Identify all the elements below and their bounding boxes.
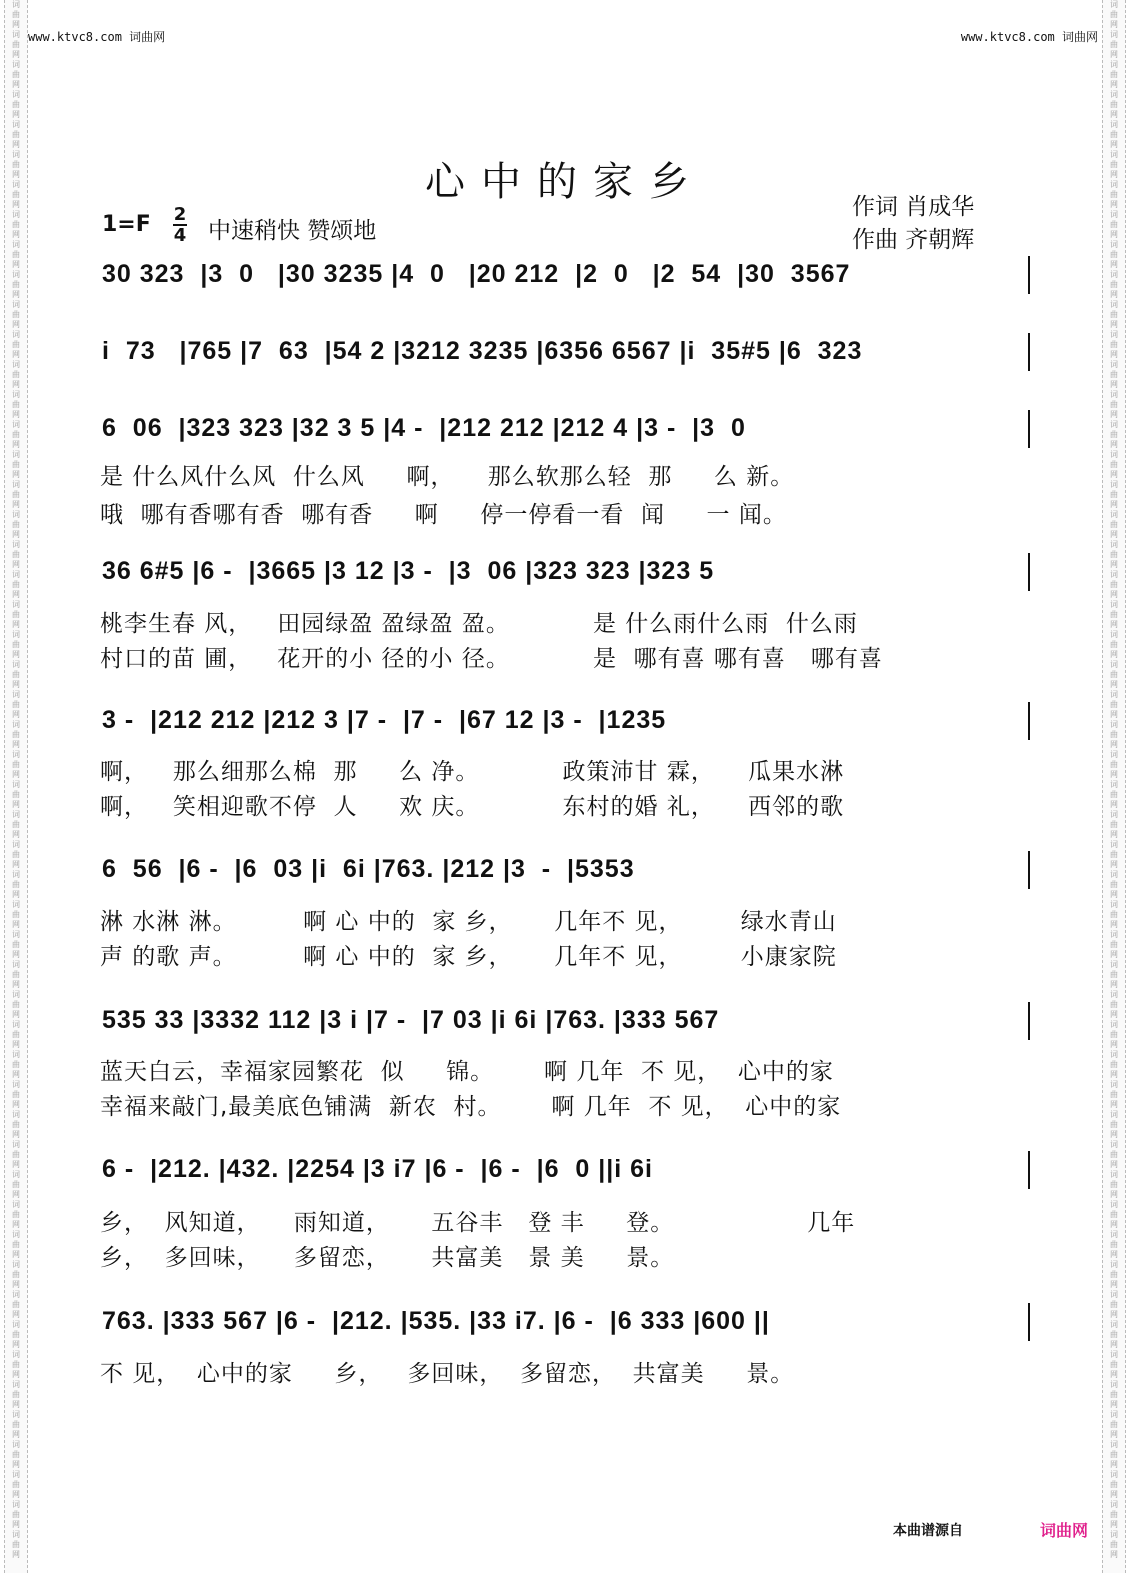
score-line-3 (102, 410, 1030, 452)
key-signature: 1=F (102, 212, 151, 237)
barline (1028, 553, 1030, 591)
score-line-2 (102, 333, 1030, 375)
lyric-line-4-verse-2: 村口的苗 圃， 花开的小 径的小 径。 是 哪有喜 哪有喜 哪有喜 (100, 646, 883, 672)
notation-line-5: 3 - |212 212 |212 3 |7 - |7 - |67 12 |3 - |1235 (102, 706, 667, 734)
time-signature-bottom: 4 (173, 225, 187, 246)
notation-line-1: 30 323 |3 0 |30 3235 |4 0 |20 212 |2 0 |2 54 |30 3567 (102, 260, 851, 288)
watermark-left: www.ktvc8.com 词曲网 (28, 30, 166, 44)
score-line-8 (102, 1151, 1030, 1193)
lyric-line-6-verse-2: 声 的歌 声。 啊 心 中的 家 乡， 几年不 见， 小康家院 (100, 944, 837, 970)
composer-credit: 作曲 齐朝辉 (852, 227, 975, 253)
lyric-line-3-verse-2: 哦 哪有香哪有香 哪有香 啊 停一停看一看 闻 一 闻。 (100, 502, 787, 528)
lyric-line-5-verse-2: 啊， 笑相迎歌不停 人 欢 庆。 东村的婚 礼， 西邻的歌 (100, 794, 845, 820)
score-line-9 (102, 1303, 1030, 1345)
lyric-line-3-verse-1: 是 什么风什么风 什么风 啊， 那么软那么轻 那 么 新。 (100, 464, 795, 490)
barline (1028, 1151, 1030, 1189)
barline (1028, 410, 1030, 448)
lyric-line-7-verse-2: 幸福来敲门,最美底色铺满 新农 村。 啊 几年 不 见， 心中的家 (100, 1094, 842, 1120)
song-title: 心中的家乡 (425, 159, 705, 205)
right-margin-strip: 词 曲 网 词 曲 网 词 曲 网 词 曲 网 词 曲 网 词 曲 网 词 曲 网 词 曲 网 词 曲 网 词 曲 网 词 曲 网 词 曲 网 词 曲 网 词 曲 网 词 曲 网 词 曲 网 词 曲 网 词 曲 网 词 曲 网 词 曲 网 词 曲 网 词 曲 网 词 曲 网 词 曲 网 词 曲 网 词 曲 网 词 曲 网 词 曲 网 词 曲 网 词 曲 网 词 曲 网 词 曲 网 词 曲 网 词 曲 网 词 曲 网 词 曲 网 词 曲 网 词 曲 网 词 曲 网 词 曲 网 词 曲 网 词 曲 网 词 曲 网 词 曲 网 词 曲 网 词 曲 网 词 曲 网 词 曲 网 词 曲 网 词 曲 网 词 曲 网 词 曲 网 (1102, 0, 1126, 1573)
notation-line-4: 36 6#5 |6 - |3665 |3 12 |3 - |3 06 |323 323 |323 5 (102, 557, 715, 585)
notation-line-2: i 73 |765 |7 63 |54 2 |3212 3235 |6356 6567 |i 35#5 |6 323 (102, 337, 863, 365)
barline (1028, 1002, 1030, 1040)
lyric-line-6-verse-1: 淋 水淋 淋。 啊 心 中的 家 乡， 几年不 见， 绿水青山 (100, 909, 837, 935)
lyric-line-4-verse-1: 桃李生春 风， 田园绿盈 盈绿盈 盈。 是 什么雨什么雨 什么雨 (100, 611, 858, 637)
footer-site-logo[interactable]: 词曲网 (1040, 1521, 1089, 1540)
score-line-4 (102, 553, 1030, 595)
notation-line-8: 6 - |212. |432. |2254 |3 i7 |6 - |6 - |6 0 ||i 6i (102, 1155, 653, 1183)
lyric-line-7-verse-1: 蓝天白云，幸福家园繁花 似 锦。 啊 几年 不 见， 心中的家 (100, 1059, 834, 1085)
barline (1028, 256, 1030, 294)
footer-source-label: 本曲谱源自 (893, 1523, 963, 1539)
tempo-marking: 中速稍快 赞颂地 (208, 218, 377, 244)
score-line-1 (102, 256, 1030, 298)
barline (1028, 1303, 1030, 1341)
barline (1028, 333, 1030, 371)
lyric-line-8-verse-1: 乡， 风知道， 雨知道， 五谷丰 登 丰 登。 几年 (100, 1210, 856, 1236)
time-signature-top: 2 (173, 204, 187, 225)
lyric-line-8-verse-2: 乡， 多回味， 多留恋， 共富美 景 美 景。 (100, 1245, 675, 1271)
score-line-5 (102, 702, 1030, 744)
left-margin-strip: 词 曲 网 词 曲 网 词 曲 网 词 曲 网 词 曲 网 词 曲 网 词 曲 网 词 曲 网 词 曲 网 词 曲 网 词 曲 网 词 曲 网 词 曲 网 词 曲 网 词 曲 网 词 曲 网 词 曲 网 词 曲 网 词 曲 网 词 曲 网 词 曲 网 词 曲 网 词 曲 网 词 曲 网 词 曲 网 词 曲 网 词 曲 网 词 曲 网 词 曲 网 词 曲 网 词 曲 网 词 曲 网 词 曲 网 词 曲 网 词 曲 网 词 曲 网 词 曲 网 词 曲 网 词 曲 网 词 曲 网 词 曲 网 词 曲 网 词 曲 网 词 曲 网 词 曲 网 词 曲 网 词 曲 网 词 曲 网 词 曲 网 词 曲 网 词 曲 网 词 曲 网 (4, 0, 28, 1573)
notation-line-3: 6 06 |323 323 |32 3 5 |4 - |212 212 |212 4 |3 - |3 0 (102, 414, 746, 442)
lyricist-credit: 作词 肖成华 (852, 194, 975, 220)
watermark-right: www.ktvc8.com 词曲网 (960, 30, 1098, 44)
time-signature (172, 205, 188, 245)
lyric-line-5-verse-1: 啊， 那么细那么棉 那 么 净。 政策沛甘 霖， 瓜果水淋 (100, 759, 845, 785)
score-line-6 (102, 851, 1030, 893)
score-line-7 (102, 1002, 1030, 1044)
barline (1028, 851, 1030, 889)
notation-line-7: 535 33 |3332 112 |3 i |7 - |7 03 |i 6i |763. |333 567 (102, 1006, 720, 1034)
notation-line-6: 6 56 |6 - |6 03 |i 6i |763. |212 |3 - |5353 (102, 855, 635, 883)
lyric-line-9-verse-1: 不 见， 心中的家 乡， 多回味， 多留恋， 共富美 景。 (100, 1361, 795, 1387)
notation-line-9: 763. |333 567 |6 - |212. |535. |33 i7. |6 - |6 333 |600 || (102, 1307, 770, 1335)
barline (1028, 702, 1030, 740)
